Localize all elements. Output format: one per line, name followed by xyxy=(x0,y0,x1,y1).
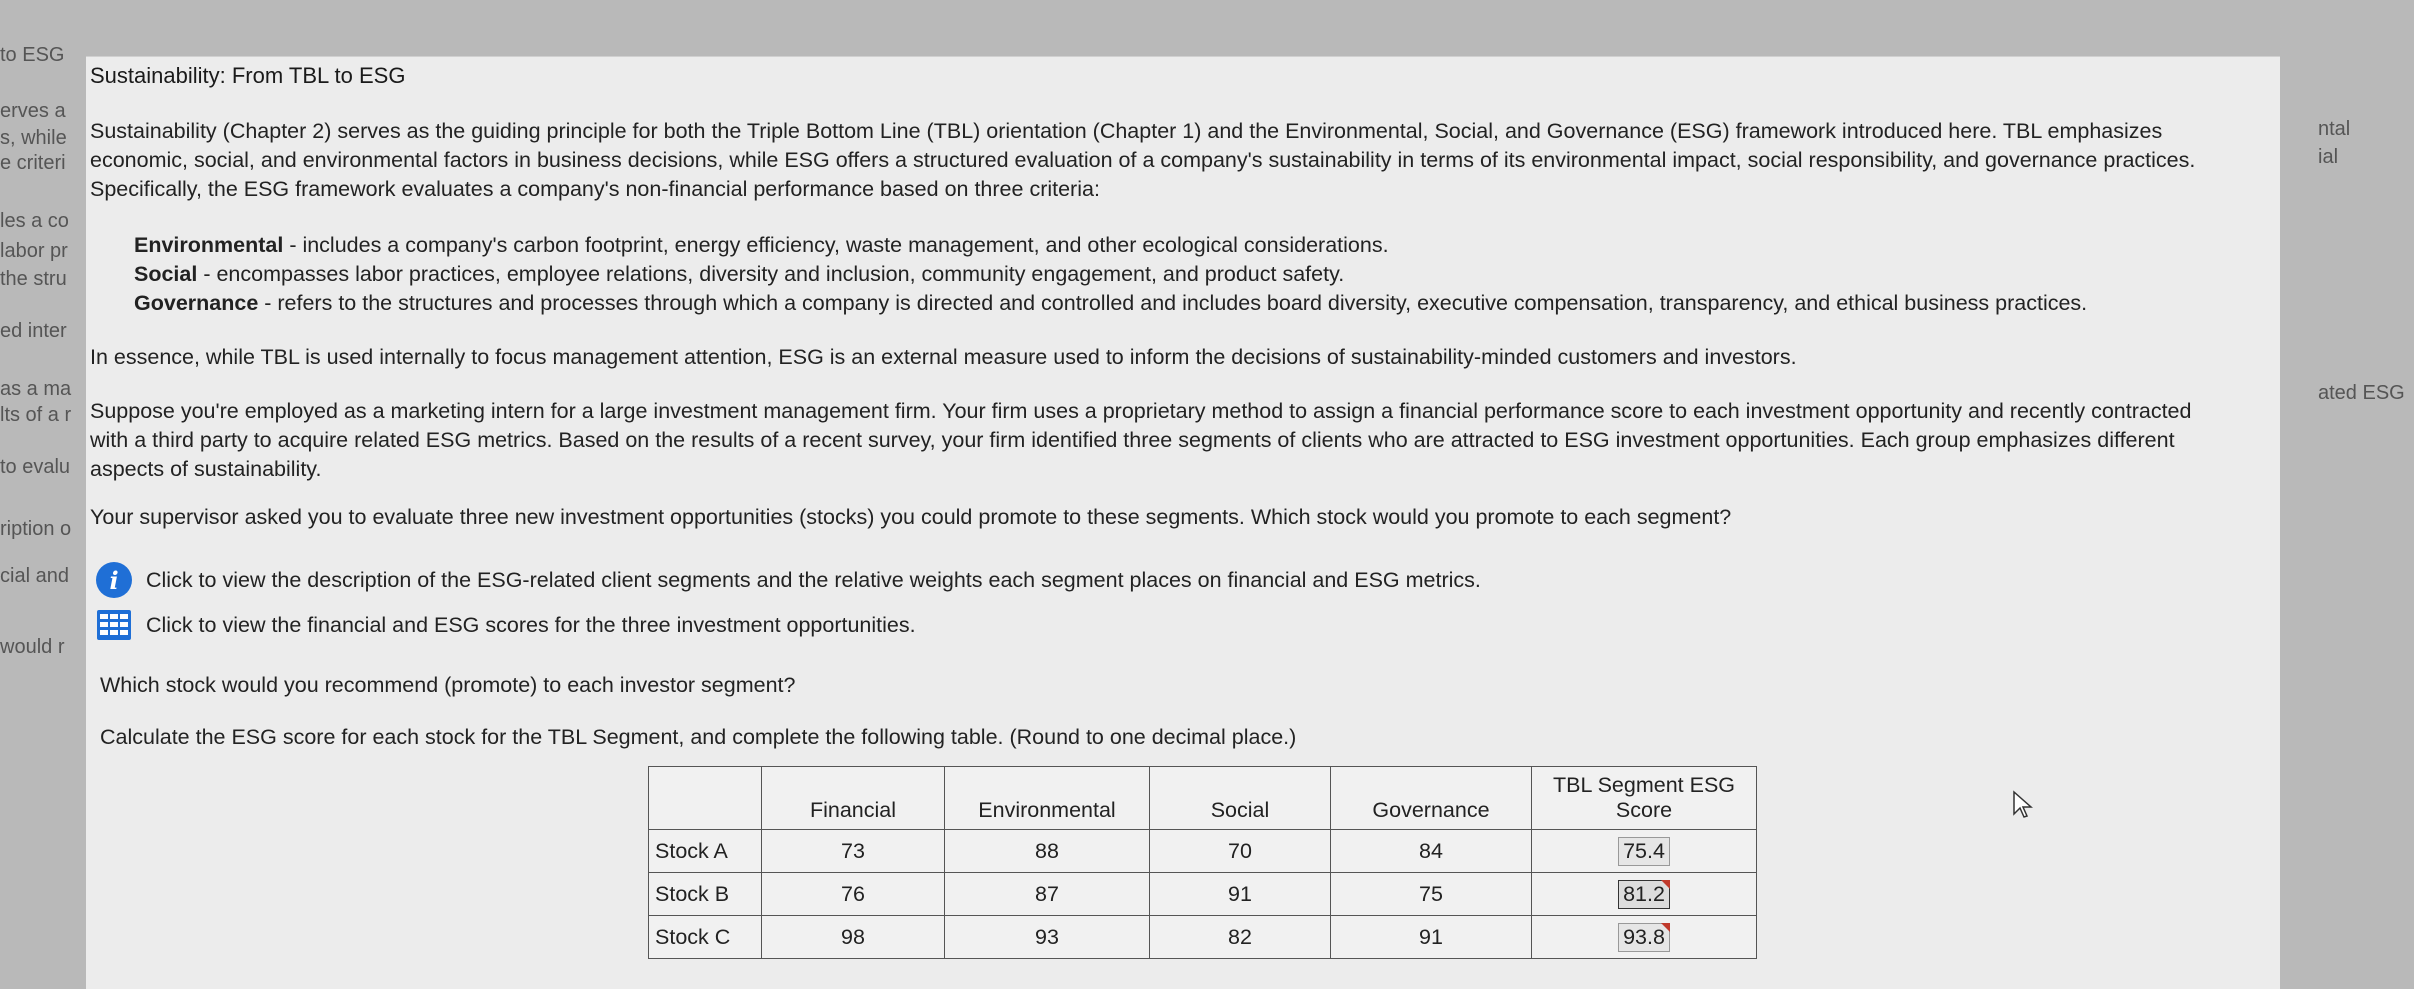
background-text-fragment: les a co xyxy=(0,210,69,232)
esg-score-table xyxy=(648,766,1757,959)
financial-value: 98 xyxy=(762,916,945,959)
scores-link-row[interactable] xyxy=(96,609,916,641)
intro-paragraph: Sustainability (Chapter 2) serves as the guiding principle for both the Triple Bottom Line (TBL) orientation (Chapter 1) and the Environmental, Social, and Governance (ESG) framework introduced here. TBL emphasizes economic, social, and environmental factors in business decisions, while ESG offers a structured evaluation of a company's sustainability in terms of its environmental impact, social responsibility, and governance practices. Specifically, the ESG framework evaluates a company's non-financial performance based on three criteria: xyxy=(90,119,2196,201)
score-input-active[interactable] xyxy=(1618,880,1670,909)
background-text-fragment: ription o xyxy=(0,518,72,540)
essence-paragraph: In essence, while TBL is used internally to focus management attention, ESG is an external measure used to inform the decisions of sustainability-minded customers and investors. xyxy=(90,345,1797,369)
table-header-governance: Governance xyxy=(1331,767,1532,830)
governance-value: 91 xyxy=(1331,916,1532,959)
table-grid-icon[interactable] xyxy=(96,609,132,641)
table-header-environmental: Environmental xyxy=(945,767,1150,830)
background-text-fragment: as a ma xyxy=(0,378,72,400)
table-header-financial: Financial xyxy=(762,767,945,830)
table-header-score: TBL Segment ESG Score xyxy=(1532,767,1757,830)
table-header-row xyxy=(649,767,1757,830)
background-text-fragment: labor pr xyxy=(0,240,68,262)
dialog-title: Sustainability: From TBL to ESG xyxy=(90,63,406,88)
background-text-fragment: the stru xyxy=(0,268,67,290)
scenario-paragraph: Suppose you're employed as a marketing intern for a large investment management firm. Your firm uses a proprietary method to assign a financial performance score to each investment opportunity and recently contracted with a third party to acquire related ESG metrics. Based on the results of a recent survey, your firm identified three segments of clients who are attracted to ESG investment opportunities. Each group emphasizes different aspects of sustainability. xyxy=(90,399,2192,481)
score-value: 93.8 xyxy=(1623,924,1665,949)
governance-value: 84 xyxy=(1331,830,1532,873)
background-text-fragment: lts of a r xyxy=(0,404,72,426)
criterion-desc: - includes a company's carbon footprint, energy efficiency, waste management, and other ecological considerations. xyxy=(283,233,1389,257)
score-cell xyxy=(1532,830,1757,873)
background-text-fragment: ed inter xyxy=(0,320,67,342)
criterion-environmental xyxy=(134,231,1389,260)
stock-label: Stock A xyxy=(649,830,762,873)
environmental-value: 87 xyxy=(945,873,1150,916)
table-row xyxy=(649,873,1757,916)
background-text-fragment: would r xyxy=(0,636,65,658)
financial-value: 73 xyxy=(762,830,945,873)
table-header-social: Social xyxy=(1150,767,1331,830)
error-marker-icon xyxy=(1661,880,1670,889)
criterion-term: Social xyxy=(134,262,198,286)
score-cell xyxy=(1532,916,1757,959)
segments-link[interactable]: Click to view the description of the ESG-related client segments and the relative weights each segment places on financial and ESG metrics. xyxy=(146,567,1481,592)
environmental-value: 88 xyxy=(945,830,1150,873)
score-cell xyxy=(1532,873,1757,916)
score-value: 81.2 xyxy=(1623,881,1665,906)
criterion-governance xyxy=(134,289,2087,318)
error-marker-icon xyxy=(1661,923,1670,932)
segments-link-row[interactable] xyxy=(96,562,1481,598)
score-input[interactable]: 75.4 xyxy=(1618,837,1670,866)
background-text-fragment: s, while xyxy=(0,127,67,149)
background-text-fragment: cial and xyxy=(0,565,69,587)
governance-value: 75 xyxy=(1331,873,1532,916)
table-row xyxy=(649,830,1757,873)
criterion-desc: - encompasses labor practices, employee relations, diversity and inclusion, community engagement, and product safety. xyxy=(197,262,1345,286)
stock-label: Stock B xyxy=(649,873,762,916)
background-text-fragment: ial xyxy=(2318,146,2339,168)
table-header-empty xyxy=(649,767,762,830)
score-input[interactable] xyxy=(1618,923,1670,952)
scores-link[interactable]: Click to view the financial and ESG scores for the three investment opportunities. xyxy=(146,612,916,637)
question-text: Which stock would you recommend (promote) to each investor segment? xyxy=(100,673,796,697)
background-text-fragment: erves a xyxy=(0,100,66,122)
social-value: 82 xyxy=(1150,916,1331,959)
social-value: 70 xyxy=(1150,830,1331,873)
background-text-fragment: to evalu xyxy=(0,456,71,478)
background-text-fragment: ntal xyxy=(2318,118,2351,140)
background-text-fragment: ated ESG xyxy=(2318,382,2405,404)
criterion-desc: - refers to the structures and processes through which a company is directed and controlled and includes board diversity, executive compensation, transparency, and ethical business practices. xyxy=(258,291,2088,315)
dialog-window xyxy=(86,56,2280,989)
info-icon[interactable]: i xyxy=(96,562,132,598)
social-value: 91 xyxy=(1150,873,1331,916)
criterion-social xyxy=(134,260,1344,289)
table-row xyxy=(649,916,1757,959)
instruction-text: Calculate the ESG score for each stock for the TBL Segment, and complete the following table. (Round to one decimal place.) xyxy=(100,725,1297,749)
criterion-term: Environmental xyxy=(134,233,284,257)
background-text-fragment: to ESG xyxy=(0,44,65,66)
financial-value: 76 xyxy=(762,873,945,916)
background-text-fragment: e criteri xyxy=(0,152,66,174)
environmental-value: 93 xyxy=(945,916,1150,959)
supervisor-paragraph: Your supervisor asked you to evaluate three new investment opportunities (stocks) you could promote to these segments. Which stock would you promote to each segment? xyxy=(90,505,1732,529)
criterion-term: Governance xyxy=(134,291,259,315)
stock-label: Stock C xyxy=(649,916,762,959)
mouse-pointer-icon xyxy=(2012,790,2034,820)
